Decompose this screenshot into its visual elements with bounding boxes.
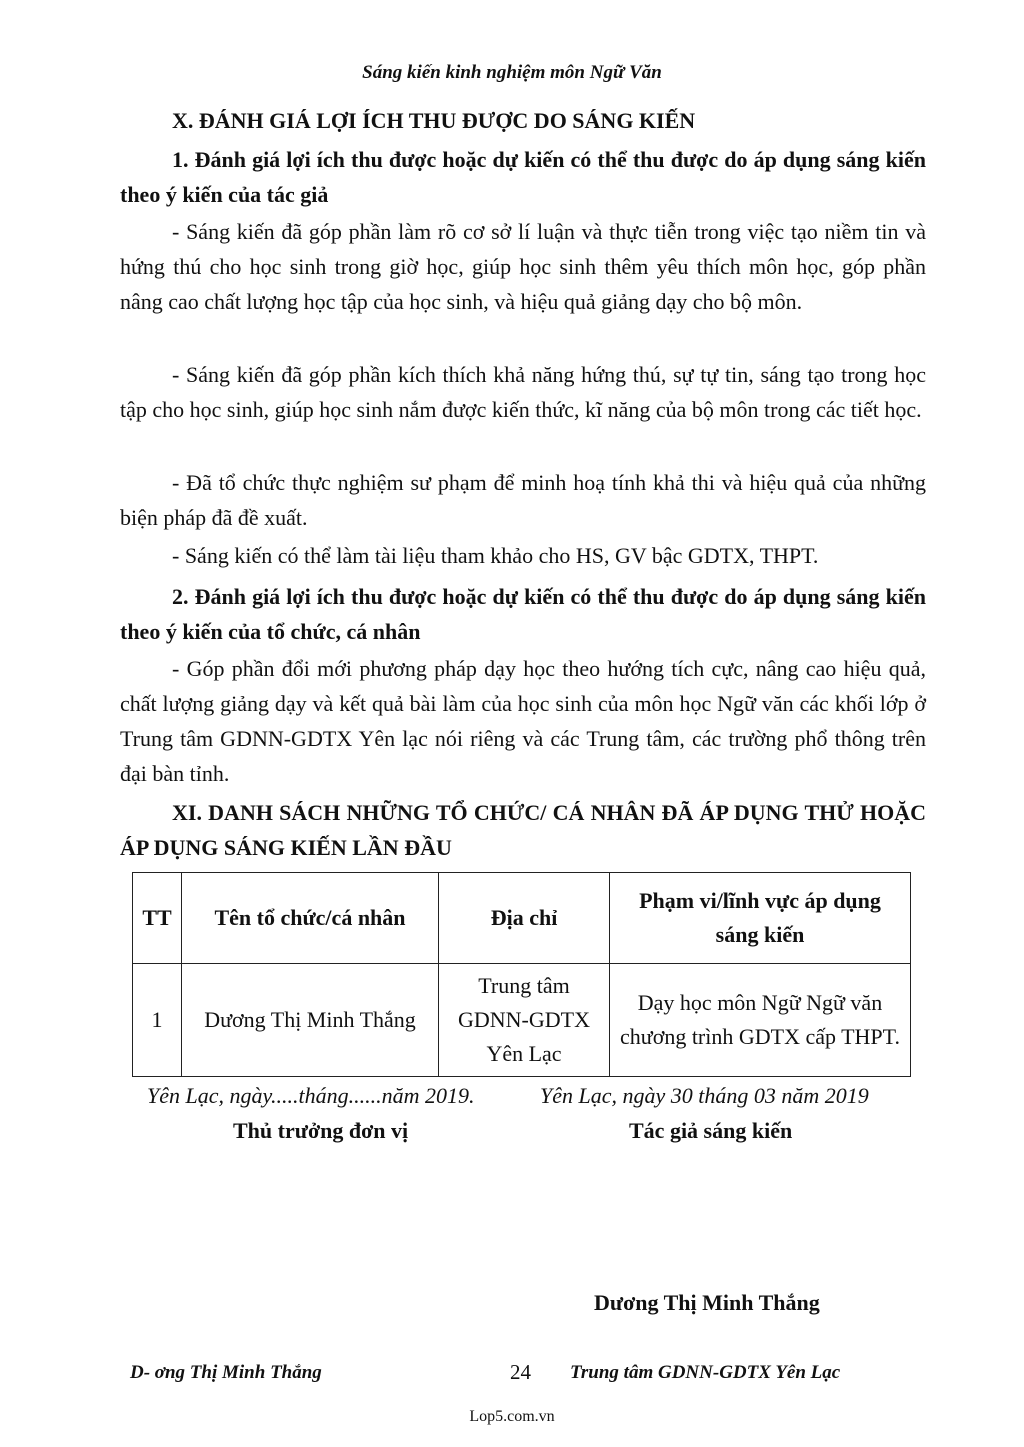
table-cell: Trung tâm GDNN-GDTX Yên Lạc	[439, 964, 610, 1077]
section-x-sub1-paragraph-4: - Sáng kiến có thể làm tài liệu tham khảo cho HS, GV bậc GDTX, THPT.	[172, 543, 819, 568]
table-header-row	[133, 873, 911, 964]
table-header-cell: TT	[133, 873, 182, 964]
footer-author: D- ơng Thị Minh Thắng	[130, 1362, 322, 1383]
table-cell: 1	[133, 964, 182, 1077]
table-cell: Dạy học môn Ngữ Ngữ văn chương trình GDTX cấp THPT.	[610, 964, 911, 1077]
section-x-sub2-paragraph: - Góp phần đổi mới phương pháp dạy học theo hướng tích cực, nâng cao hiệu quả, chất lượng giảng dạy và kết quả bài làm của học sinh của môn học Ngữ văn các khối lớp ở Trung tâm GDNN-GDTX Yên lạc nói riêng và các Trung tâm, các trường phổ thông trên đại bàn tỉnh.	[120, 656, 926, 786]
page-number: 24	[510, 1360, 531, 1384]
section-x-title: X. ĐÁNH GIÁ LỢI ÍCH THU ĐƯỢC DO SÁNG KIẾN	[172, 108, 696, 133]
author-signature-name: Dương Thị Minh Thắng	[594, 1290, 820, 1315]
applicants-table	[132, 872, 911, 1077]
right-signature-date: Yên Lạc, ngày 30 tháng 03 năm 2019	[540, 1083, 869, 1108]
section-x-sub1-paragraph-3: - Đã tổ chức thực nghiệm sư phạm để minh hoạ tính khả thi và hiệu quả của những biện pháp đã đề xuất.	[120, 470, 926, 530]
table-row	[133, 964, 911, 1077]
section-x-sub2-title: 2. Đánh giá lợi ích thu được hoặc dự kiến có thể thu được do áp dụng sáng kiến theo ý kiến của tổ chức, cá nhân	[120, 584, 926, 644]
footer-website: Lop5.com.vn	[469, 1408, 555, 1425]
page-header-title: Sáng kiến kinh nghiệm môn Ngữ Văn	[362, 62, 662, 83]
section-x-sub1-paragraph-2: - Sáng kiến đã góp phần kích thích khả năng hứng thú, sự tự tin, sáng tạo trong học tập cho học sinh, giúp học sinh nắm được kiến thức, kĩ năng của bộ môn trong các tiết học.	[120, 362, 926, 422]
section-x-sub1-title: 1. Đánh giá lợi ích thu được hoặc dự kiến có thể thu được do áp dụng sáng kiến theo ý kiến của tác giả	[120, 147, 926, 207]
left-signature-role: Thủ trưởng đơn vị	[233, 1118, 409, 1143]
table-header-cell: Phạm vi/lĩnh vực áp dụng sáng kiến	[610, 873, 911, 964]
left-signature-date: Yên Lạc, ngày.....tháng......năm 2019.	[147, 1083, 475, 1108]
right-signature-role: Tác giả sáng kiến	[629, 1118, 793, 1143]
table-header-cell: Tên tổ chức/cá nhân	[182, 873, 439, 964]
footer-organization: Trung tâm GDNN-GDTX Yên Lạc	[570, 1362, 841, 1383]
table-header-cell: Địa chỉ	[439, 873, 610, 964]
section-x-sub1-paragraph-1: - Sáng kiến đã góp phần làm rõ cơ sở lí luận và thực tiễn trong việc tạo niềm tin và hứng thú cho học sinh trong giờ học, giúp học sinh thêm yêu thích môn học, góp phần nâng cao chất lượng học tập của học sinh, và hiệu quả giảng dạy cho bộ môn.	[120, 219, 926, 314]
section-xi-title: XI. DANH SÁCH NHỮNG TỔ CHỨC/ CÁ NHÂN ĐÃ ÁP DỤNG THỬ HOẶC ÁP DỤNG SÁNG KIẾN LẦN ĐẦU	[120, 800, 926, 860]
table-cell: Dương Thị Minh Thắng	[182, 964, 439, 1077]
